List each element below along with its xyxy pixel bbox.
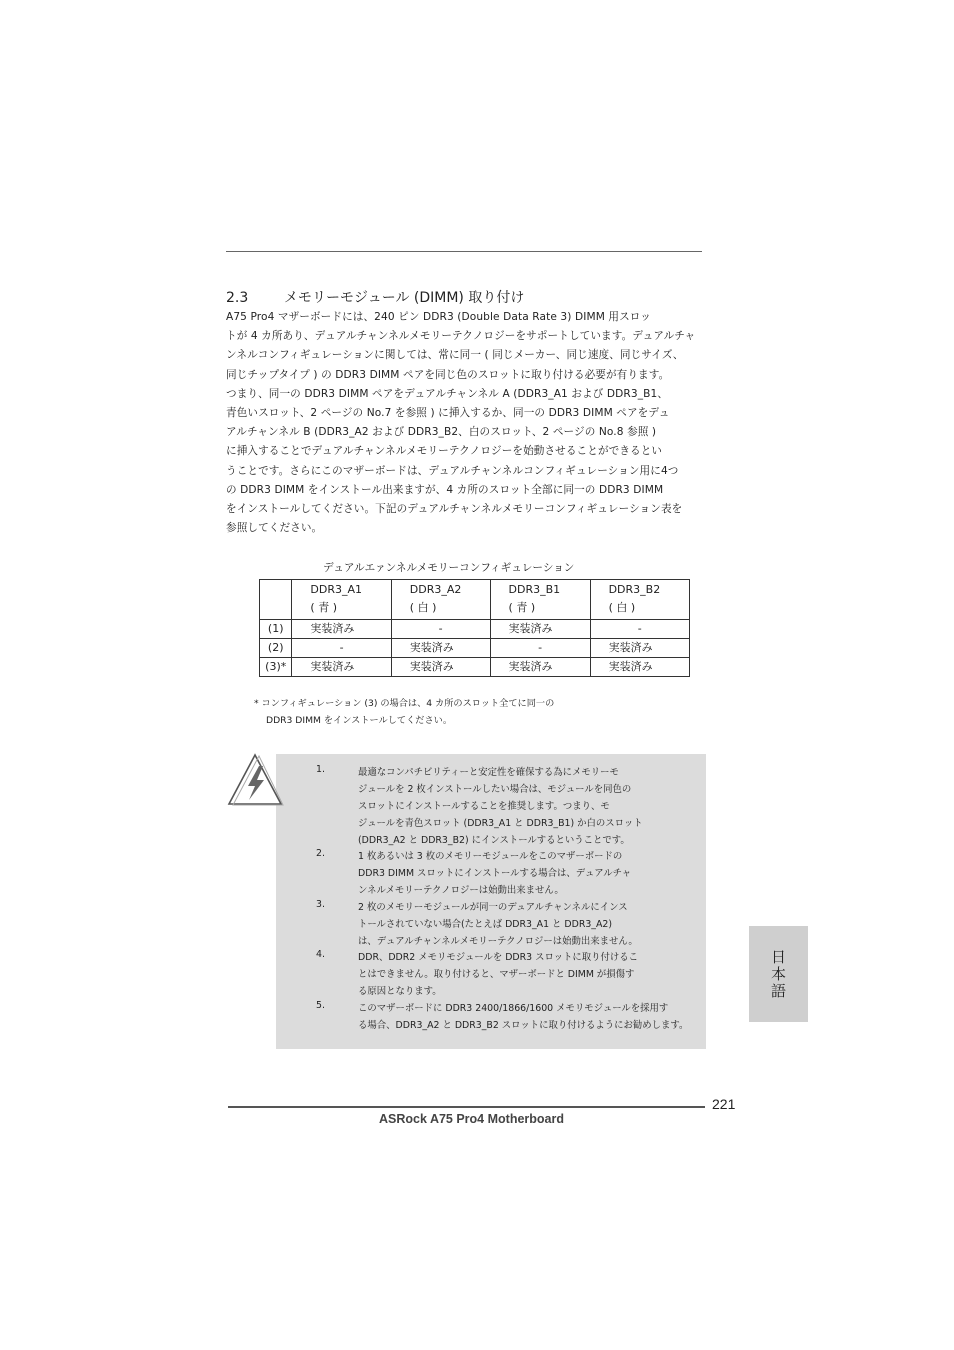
table-header-cell: DDR3_B1 ( 青 ) [490, 580, 590, 620]
section-heading [226, 287, 524, 307]
body-line: ンネルコンフィギュレーションに関しては、常に同一 ( 同じメーカー、同じ速度、同じサイズ、 [226, 349, 684, 362]
table-cell: - [391, 620, 490, 639]
body-line: 参照してください。 [226, 522, 323, 535]
row-label: (3)* [260, 658, 292, 677]
note-line: スロットにインストールすることを推奨します。つまり、モ [358, 800, 610, 812]
table-cell: 実装済み [391, 658, 490, 677]
table-cell: - [490, 639, 590, 658]
note-line: 1 枚あるいは 3 枚のメモリーモジュールをこのマザーボードの [358, 851, 623, 862]
table-cell: - [590, 620, 689, 639]
note-line: る場合、DDR3_A2 と DDR3_B2 スロットに取り付けるようにお勧めします。 [358, 1019, 689, 1031]
footnote-line: DDR3 DIMM をインストールしてください。 [266, 715, 453, 726]
language-tab-label: 日本語 [769, 948, 787, 1000]
table-cell: 実装済み [292, 658, 391, 677]
note-line: る原因となります。 [358, 985, 442, 997]
note-number: 5. [316, 1000, 325, 1011]
table-header-cell: DDR3_A2 ( 白 ) [391, 580, 490, 620]
body-line: トが 4 カ所あり、デュアルチャンネルメモリーテクノロジーをサポートしています。デュアルチャ [226, 330, 696, 343]
note-number: 2. [316, 848, 325, 859]
note-number: 1. [316, 764, 325, 775]
body-line: の DDR3 DIMM をインストール出来ますが、4 カ所のスロット全部に同一の DDR3 DIMM [226, 483, 664, 496]
table-row [260, 620, 690, 639]
footnote-line: * コンフィギュレーション (3) の場合は、4 カ所のスロット全てに同一の [254, 698, 555, 709]
note-line: とはできません。取り付けると、マザーボードと DIMM が損傷す [358, 968, 635, 980]
footer-title: ASRock A75 Pro4 Motherboard [379, 1112, 564, 1126]
table-cell: - [292, 639, 391, 658]
note-number: 3. [316, 899, 325, 910]
body-line: A75 Pro4 マザーボードには、240 ピン DDR3 (Double Data Rate 3) DIMM 用スロッ [226, 311, 651, 323]
table-cell: 実装済み [590, 658, 689, 677]
note-line: 最適なコンパチビリティーと安定性を確保する為にメモリーモ [358, 767, 619, 778]
table-row [260, 639, 690, 658]
table-header-cell: DDR3_B2 ( 白 ) [590, 580, 689, 620]
body-line: うことです。さらにこのマザーボードは、デュアルチャンネルコンフィギュレーション用に4つ [226, 464, 679, 477]
row-label: (2) [260, 639, 292, 658]
note-line: (DDR3_A2 と DDR3_B2) にインストールするということです。 [358, 834, 630, 846]
page-number: 221 [712, 1096, 736, 1112]
note-line: 2 枚のメモリーモジュールが同一のデュアルチャンネルにインス [358, 902, 628, 913]
dual-channel-config-table [259, 579, 690, 677]
note-line: DDR、DDR2 メモリモジュールを DDR3 スロットに取り付けるこ [358, 952, 639, 963]
table-cell: 実装済み [391, 639, 490, 658]
note-line: DDR3 DIMM スロットにインストールする場合は、デュアルチャ [358, 867, 632, 879]
footer-rule [228, 1106, 705, 1108]
table-header-cell: DDR3_A1 ( 青 ) [292, 580, 391, 620]
note-line: は、デュアルチャンネルメモリーテクノロジーは始動出来ません。 [358, 935, 638, 947]
section-title: メモリーモジュール (DIMM) 取り付け [284, 290, 525, 306]
table-cell: 実装済み [590, 639, 689, 658]
body-line: をインストールしてください。下記のデュアルチャンネルメモリーコンフィギュレーション表を [226, 503, 683, 515]
header-rule [226, 251, 702, 252]
table-header-row [260, 580, 690, 620]
table-row [260, 658, 690, 677]
body-line: アルチャンネル B (DDR3_A2 および DDR3_B2、白のスロット、2 ページの No.8 参照 ) [226, 426, 657, 439]
body-line: 青色いスロット、2 ページの No.7 を参照 ) に挿入するか、同一の DDR3 DIMM ペアをデュ [226, 407, 670, 419]
table-corner-cell [260, 580, 292, 620]
note-line: ンネルメモリーテクノロジーは始動出来ません。 [358, 884, 564, 896]
body-line: 同じチップタイプ ) の DDR3 DIMM ペアを同じ色のスロットに取り付ける必要が有ります。 [226, 368, 670, 381]
note-line: ジュールを 2 枚インストールしたい場合は、モジュールを同色の [358, 783, 632, 795]
table-cell: 実装済み [490, 658, 590, 677]
row-label: (1) [260, 620, 292, 639]
body-line: つまり、同一の DDR3 DIMM ペアをデュアルチャンネル A (DDR3_A1 および DDR3_B1、 [226, 387, 669, 400]
note-number: 4. [316, 949, 325, 960]
note-line: ジュールを青色スロット (DDR3_A1 と DDR3_B1) か白のスロット [358, 817, 643, 829]
note-line: トールされていない場合(たとえば DDR3_A1 と DDR3_A2) [358, 918, 613, 930]
section-number: 2.3 [226, 290, 249, 306]
table-caption: デュアルエァンネルメモリーコンフィギュレーション [323, 562, 575, 574]
body-line: に挿入することでデュアルチャンネルメモリーテクノロジーを始動させることができるとい [226, 445, 663, 458]
warning-triangle-lightning-icon [226, 752, 284, 812]
note-line: このマザーボードに DDR3 2400/1866/1600 メモリモジュールを採用す [358, 1003, 669, 1014]
table-cell: 実装済み [292, 620, 391, 639]
table-cell: 実装済み [490, 620, 590, 639]
